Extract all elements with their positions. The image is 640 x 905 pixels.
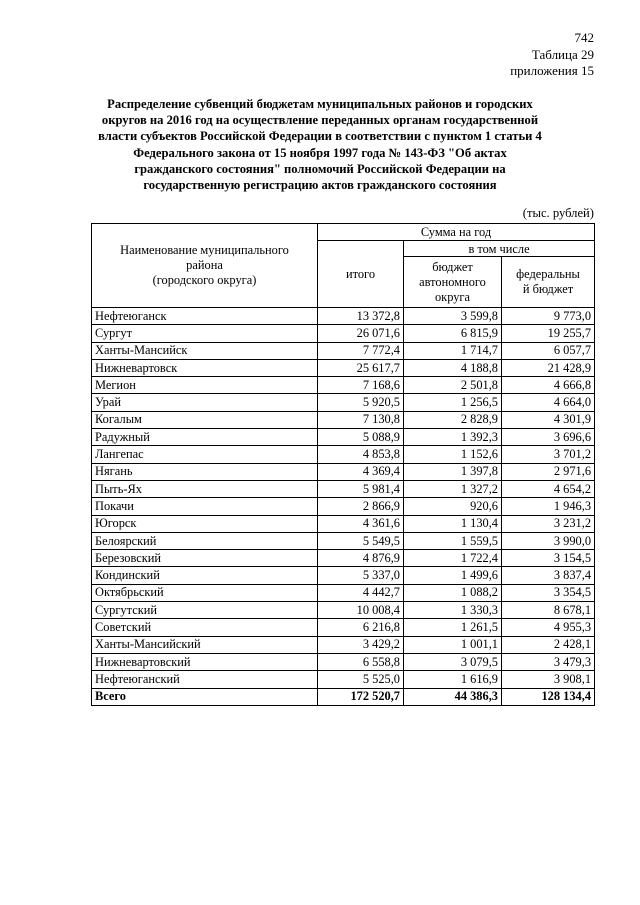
total-value: 4 853,8	[318, 446, 404, 463]
federal-budget-value: 3 154,5	[502, 550, 595, 567]
federal-budget-value: 3 837,4	[502, 567, 595, 584]
okrug-budget-value: 6 815,9	[404, 325, 502, 342]
page-number: 742	[574, 30, 594, 45]
municipality-name: Мегион	[92, 377, 318, 394]
okrug-budget-value: 1 130,4	[404, 515, 502, 532]
okrug-budget-value: 1 256,5	[404, 394, 502, 411]
header-text: (городского округа)	[152, 273, 257, 287]
column-header-sum: Сумма на год	[318, 224, 595, 241]
okrug-budget-value: 1 559,5	[404, 532, 502, 549]
municipality-name: Нягань	[92, 463, 318, 480]
okrug-budget-value: 2 501,8	[404, 377, 502, 394]
municipality-name: Нефтеюганский	[92, 671, 318, 688]
municipality-name: Сургутский	[92, 602, 318, 619]
municipality-name: Кондинский	[92, 567, 318, 584]
total-value: 4 442,7	[318, 584, 404, 601]
total-value: 5 525,0	[318, 671, 404, 688]
okrug-budget-value: 1 001,1	[404, 636, 502, 653]
municipality-name: Пыть-Ях	[92, 480, 318, 497]
federal-budget-value: 3 354,5	[502, 584, 595, 601]
okrug-budget-value: 1 392,3	[404, 429, 502, 446]
header-text: бюджет	[432, 259, 473, 274]
municipality-name: Урай	[92, 394, 318, 411]
header-text: й бюджет	[522, 282, 574, 296]
title-line: Федерального закона от 15 ноября 1997 года № 143-ФЗ "Об актах	[133, 145, 507, 160]
okrug-budget-value: 1 722,4	[404, 550, 502, 567]
federal-budget-value: 3 990,0	[502, 532, 595, 549]
municipality-name: Нижневартовский	[92, 653, 318, 670]
total-value: 3 429,2	[318, 636, 404, 653]
okrug-budget-value: 1 330,3	[404, 602, 502, 619]
table-row	[92, 550, 595, 567]
municipality-name: Сургут	[92, 325, 318, 342]
federal-budget-value: 3 231,2	[502, 515, 595, 532]
total-value: 5 337,0	[318, 567, 404, 584]
federal-budget-value: 9 773,0	[502, 308, 595, 325]
appendix-ref-number: приложения 15	[510, 63, 594, 78]
table-row	[92, 394, 595, 411]
municipality-name: Радужный	[92, 429, 318, 446]
column-header-name	[92, 224, 318, 308]
grand-okrug-budget-value: 44 386,3	[404, 688, 502, 705]
column-header-federal-budget	[502, 257, 595, 308]
municipality-name: Нефтеюганск	[92, 308, 318, 325]
federal-budget-value: 19 255,7	[502, 325, 595, 342]
municipality-name: Советский	[92, 619, 318, 636]
federal-budget-value: 3 479,3	[502, 653, 595, 670]
table-row	[92, 636, 595, 653]
total-value: 6 216,8	[318, 619, 404, 636]
header-text: Наименование муниципального	[120, 243, 289, 257]
okrug-budget-value: 1 616,9	[404, 671, 502, 688]
federal-budget-value: 4 664,0	[502, 394, 595, 411]
total-value: 2 866,9	[318, 498, 404, 515]
total-value: 5 549,5	[318, 532, 404, 549]
federal-budget-value: 3 701,2	[502, 446, 595, 463]
header-text: района	[186, 258, 223, 272]
column-header-total: итого	[318, 241, 404, 308]
federal-budget-value: 21 428,9	[502, 359, 595, 376]
table-row	[92, 377, 595, 394]
municipality-name: Лангепас	[92, 446, 318, 463]
table-body	[92, 308, 595, 706]
federal-budget-value: 2 428,1	[502, 636, 595, 653]
table-row	[92, 498, 595, 515]
federal-budget-value: 6 057,7	[502, 342, 595, 359]
municipality-name: Ханты-Мансийский	[92, 636, 318, 653]
okrug-budget-value: 2 828,9	[404, 411, 502, 428]
municipality-name: Когалым	[92, 411, 318, 428]
title-line: Распределение субвенций бюджетам муниципальных районов и городских	[107, 97, 533, 111]
municipality-name: Октябрьский	[92, 584, 318, 601]
total-value: 5 920,5	[318, 394, 404, 411]
okrug-budget-value: 1 714,7	[404, 342, 502, 359]
okrug-budget-value: 4 188,8	[404, 359, 502, 376]
header-text: федеральны	[516, 267, 580, 281]
federal-budget-value: 3 908,1	[502, 671, 595, 688]
federal-budget-value: 4 666,8	[502, 377, 595, 394]
total-value: 5 981,4	[318, 480, 404, 497]
municipality-name: Покачи	[92, 498, 318, 515]
column-header-including: в том числе	[404, 241, 595, 257]
total-value: 7 168,6	[318, 377, 404, 394]
table-row	[92, 653, 595, 670]
header-text: округа	[434, 289, 471, 304]
document-title	[86, 96, 554, 193]
federal-budget-value: 2 971,6	[502, 463, 595, 480]
total-value: 25 617,7	[318, 359, 404, 376]
total-value: 7 130,8	[318, 411, 404, 428]
okrug-budget-value: 1 327,2	[404, 480, 502, 497]
federal-budget-value: 4 654,2	[502, 480, 595, 497]
header-text: автономного	[419, 274, 486, 289]
federal-budget-value: 1 946,3	[502, 498, 595, 515]
okrug-budget-value: 1 397,8	[404, 463, 502, 480]
total-value: 7 772,4	[318, 342, 404, 359]
municipality-name: Ханты-Мансийск	[92, 342, 318, 359]
subvention-table	[91, 223, 595, 706]
column-header-okrug-budget	[404, 257, 502, 308]
municipality-name: Нижневартовск	[92, 359, 318, 376]
federal-budget-value: 4 301,9	[502, 411, 595, 428]
okrug-budget-value: 3 599,8	[404, 308, 502, 325]
table-row	[92, 515, 595, 532]
grand-federal-budget-value: 128 134,4	[502, 688, 595, 705]
municipality-name: Березовский	[92, 550, 318, 567]
okrug-budget-value: 1 261,5	[404, 619, 502, 636]
table-row	[92, 602, 595, 619]
total-label: Всего	[92, 688, 318, 705]
table-row	[92, 480, 595, 497]
table-row	[92, 342, 595, 359]
title-line: округов на 2016 год на осуществление переданных органам государственной	[101, 113, 539, 128]
okrug-budget-value: 920,6	[404, 498, 502, 515]
table-row	[92, 532, 595, 549]
table-row	[92, 429, 595, 446]
federal-budget-value: 4 955,3	[502, 619, 595, 636]
total-value: 13 372,8	[318, 308, 404, 325]
title-line: власти субъектов Российской Федерации в соответствии с пунктом 1 статьи 4	[98, 129, 542, 144]
title-line: гражданского состояния" полномочий Российской Федерации на	[134, 161, 506, 176]
table-row	[92, 411, 595, 428]
table-reference	[510, 47, 594, 79]
okrug-budget-value: 1 088,2	[404, 584, 502, 601]
okrug-budget-value: 3 079,5	[404, 653, 502, 670]
total-value: 6 558,8	[318, 653, 404, 670]
units-label: (тыс. рублей)	[522, 206, 594, 220]
total-value: 4 369,4	[318, 463, 404, 480]
total-row	[92, 688, 595, 705]
table-row	[92, 308, 595, 325]
total-value: 26 071,6	[318, 325, 404, 342]
table-row	[92, 567, 595, 584]
okrug-budget-value: 1 499,6	[404, 567, 502, 584]
table-row	[92, 463, 595, 480]
table-row	[92, 446, 595, 463]
total-value: 10 008,4	[318, 602, 404, 619]
municipality-name: Югорск	[92, 515, 318, 532]
table-row	[92, 359, 595, 376]
table-ref-number: Таблица 29	[531, 47, 594, 62]
grand-total-value: 172 520,7	[318, 688, 404, 705]
table-row	[92, 619, 595, 636]
table-row	[92, 584, 595, 601]
total-value: 5 088,9	[318, 429, 404, 446]
table-row	[92, 325, 595, 342]
federal-budget-value: 3 696,6	[502, 429, 595, 446]
total-value: 4 876,9	[318, 550, 404, 567]
title-line: государственную регистрацию актов гражданского состояния	[143, 178, 497, 193]
table-row	[92, 671, 595, 688]
federal-budget-value: 8 678,1	[502, 602, 595, 619]
okrug-budget-value: 1 152,6	[404, 446, 502, 463]
municipality-name: Белоярский	[92, 532, 318, 549]
total-value: 4 361,6	[318, 515, 404, 532]
